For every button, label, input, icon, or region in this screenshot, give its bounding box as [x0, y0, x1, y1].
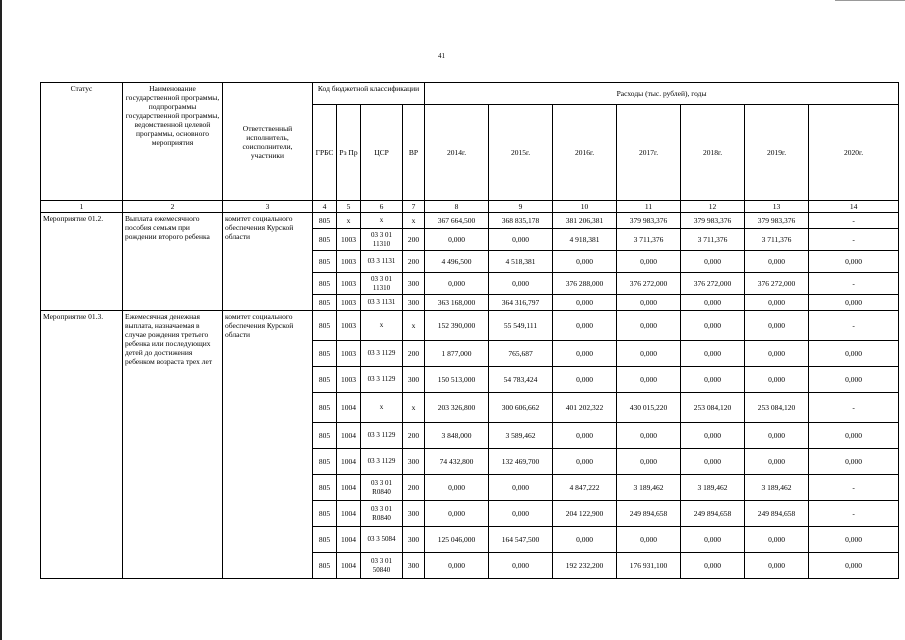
header-responsible: Ответственный исполнитель, соисполнители, участники: [223, 83, 313, 201]
csr-cell: x: [361, 213, 403, 229]
expense-cell: 0,000: [553, 341, 617, 367]
grbs-cell: 805: [313, 273, 337, 295]
rzpr-cell: 1003: [337, 367, 361, 393]
rzpr-cell: 1004: [337, 423, 361, 449]
grbs-cell: 805: [313, 367, 337, 393]
expense-cell: 74 432,800: [425, 449, 489, 475]
column-number: 14: [809, 201, 899, 213]
expense-cell: 54 783,424: [489, 367, 553, 393]
grbs-cell: 805: [313, 475, 337, 501]
expense-cell: 192 232,200: [553, 553, 617, 579]
expense-cell: -: [809, 229, 899, 251]
column-number: 2: [123, 201, 223, 213]
grbs-cell: 805: [313, 341, 337, 367]
expense-cell: -: [809, 501, 899, 527]
expense-cell: 0,000: [745, 251, 809, 273]
expense-cell: 253 084,120: [745, 393, 809, 423]
expense-cell: 0,000: [617, 341, 681, 367]
expense-cell: 0,000: [425, 475, 489, 501]
header-year: 2020г.: [809, 105, 899, 201]
vr-cell: 200: [403, 251, 425, 273]
expense-cell: 0,000: [681, 367, 745, 393]
expense-cell: 0,000: [553, 295, 617, 311]
expense-cell: 4 847,222: [553, 475, 617, 501]
expense-cell: 3 848,000: [425, 423, 489, 449]
expense-cell: 0,000: [681, 341, 745, 367]
expense-cell: 0,000: [553, 367, 617, 393]
expense-cell: 0,000: [681, 295, 745, 311]
header-year: 2016г.: [553, 105, 617, 201]
vr-cell: x: [403, 311, 425, 341]
rzpr-cell: 1004: [337, 449, 361, 475]
expense-cell: -: [809, 311, 899, 341]
grbs-cell: 805: [313, 251, 337, 273]
csr-cell: 03 3 1129: [361, 341, 403, 367]
csr-cell: 03 3 01 R0840: [361, 475, 403, 501]
header-csr: ЦСР: [361, 105, 403, 201]
grbs-cell: 805: [313, 229, 337, 251]
expense-cell: 0,000: [745, 367, 809, 393]
expense-cell: 0,000: [809, 423, 899, 449]
expense-cell: 0,000: [553, 251, 617, 273]
csr-cell: 03 3 01 R0840: [361, 501, 403, 527]
expense-cell: 0,000: [489, 501, 553, 527]
expense-cell: 0,000: [809, 251, 899, 273]
grbs-cell: 805: [313, 449, 337, 475]
vr-cell: 300: [403, 501, 425, 527]
expense-cell: -: [809, 273, 899, 295]
table-row: [41, 311, 899, 341]
header-status: Статус: [41, 83, 123, 201]
expense-cell: 363 168,000: [425, 295, 489, 311]
expense-cell: 0,000: [681, 553, 745, 579]
page-left-edge: [0, 0, 2, 640]
vr-cell: 300: [403, 367, 425, 393]
grbs-cell: 805: [313, 501, 337, 527]
vr-cell: 200: [403, 229, 425, 251]
expense-cell: 125 046,000: [425, 527, 489, 553]
vr-cell: 200: [403, 341, 425, 367]
expense-cell: 368 835,178: [489, 213, 553, 229]
expense-cell: 0,000: [809, 553, 899, 579]
vr-cell: x: [403, 393, 425, 423]
expense-cell: 0,000: [681, 251, 745, 273]
rzpr-cell: 1003: [337, 341, 361, 367]
expense-cell: 0,000: [681, 311, 745, 341]
header-year: 2018г.: [681, 105, 745, 201]
expense-cell: 249 894,658: [745, 501, 809, 527]
expense-cell: 300 606,662: [489, 393, 553, 423]
expense-cell: 0,000: [745, 527, 809, 553]
csr-cell: 03 3 01 11310: [361, 229, 403, 251]
expense-cell: 0,000: [425, 229, 489, 251]
csr-cell: x: [361, 393, 403, 423]
expense-cell: 364 316,797: [489, 295, 553, 311]
expense-cell: 376 272,000: [617, 273, 681, 295]
expense-cell: 0,000: [617, 423, 681, 449]
csr-cell: x: [361, 311, 403, 341]
grbs-cell: 805: [313, 423, 337, 449]
header-year: 2019г.: [745, 105, 809, 201]
column-number: 5: [337, 201, 361, 213]
vr-cell: 300: [403, 273, 425, 295]
expense-cell: 4 918,381: [553, 229, 617, 251]
expense-cell: 381 206,381: [553, 213, 617, 229]
expense-cell: 3 189,462: [745, 475, 809, 501]
grbs-cell: 805: [313, 213, 337, 229]
header-year: 2014г.: [425, 105, 489, 201]
vr-cell: 300: [403, 295, 425, 311]
responsible-cell: комитет социального обеспечения Курской области: [223, 213, 313, 311]
expense-cell: 0,000: [553, 311, 617, 341]
rzpr-cell: x: [337, 213, 361, 229]
header-vr: ВР: [403, 105, 425, 201]
expense-cell: 204 122,900: [553, 501, 617, 527]
column-number: 9: [489, 201, 553, 213]
expense-cell: 401 202,322: [553, 393, 617, 423]
expense-cell: 379 983,376: [617, 213, 681, 229]
expense-cell: 0,000: [489, 273, 553, 295]
expense-cell: 376 288,000: [553, 273, 617, 295]
expense-cell: 253 084,120: [681, 393, 745, 423]
expense-cell: 55 549,111: [489, 311, 553, 341]
expense-cell: 0,000: [681, 423, 745, 449]
expense-cell: 0,000: [617, 527, 681, 553]
column-number: 7: [403, 201, 425, 213]
vr-cell: x: [403, 213, 425, 229]
header-year: 2015г.: [489, 105, 553, 201]
column-number: 8: [425, 201, 489, 213]
expense-cell: 0,000: [553, 527, 617, 553]
status-cell: Мероприятие 01.3.: [41, 311, 123, 579]
program-name-cell: Выплата ежемесячного пособия семьям при рождении второго ребенка: [123, 213, 223, 311]
column-number: 10: [553, 201, 617, 213]
expense-cell: 3 711,376: [681, 229, 745, 251]
expense-cell: 176 931,100: [617, 553, 681, 579]
expense-cell: 430 015,220: [617, 393, 681, 423]
expense-cell: 4 496,500: [425, 251, 489, 273]
expense-cell: 3 589,462: [489, 423, 553, 449]
rzpr-cell: 1003: [337, 251, 361, 273]
expense-cell: 379 983,376: [745, 213, 809, 229]
table-body: [41, 83, 899, 579]
vr-cell: 300: [403, 449, 425, 475]
expense-cell: -: [809, 213, 899, 229]
expense-cell: 249 894,658: [681, 501, 745, 527]
grbs-cell: 805: [313, 311, 337, 341]
grbs-cell: 805: [313, 527, 337, 553]
header-row-1: [41, 83, 899, 105]
expense-cell: 0,000: [745, 449, 809, 475]
header-grbs: ГРБС: [313, 105, 337, 201]
expense-cell: 3 711,376: [617, 229, 681, 251]
page-top-edge: [835, 0, 905, 1]
expense-cell: 0,000: [809, 449, 899, 475]
expense-cell: 0,000: [617, 295, 681, 311]
vr-cell: 300: [403, 527, 425, 553]
expense-cell: 0,000: [809, 295, 899, 311]
responsible-cell: комитет социального обеспечения Курской области: [223, 311, 313, 579]
budget-table: [40, 82, 899, 579]
expense-cell: 150 513,000: [425, 367, 489, 393]
expense-cell: 203 326,800: [425, 393, 489, 423]
header-expenses: Расходы (тыс. рублей), годы: [425, 83, 899, 105]
column-number-row: [41, 201, 899, 213]
column-number: 6: [361, 201, 403, 213]
rzpr-cell: 1003: [337, 273, 361, 295]
csr-cell: 03 3 1129: [361, 367, 403, 393]
expense-cell: 1 877,000: [425, 341, 489, 367]
expense-cell: 0,000: [745, 553, 809, 579]
column-number: 13: [745, 201, 809, 213]
expense-cell: 3 711,376: [745, 229, 809, 251]
expense-cell: 152 390,000: [425, 311, 489, 341]
expense-cell: -: [809, 475, 899, 501]
rzpr-cell: 1003: [337, 311, 361, 341]
expense-cell: 3 189,462: [617, 475, 681, 501]
column-number: 12: [681, 201, 745, 213]
csr-cell: 03 3 1131: [361, 251, 403, 273]
csr-cell: 03 3 01 50840: [361, 553, 403, 579]
rzpr-cell: 1004: [337, 527, 361, 553]
rzpr-cell: 1004: [337, 553, 361, 579]
expense-cell: 0,000: [745, 311, 809, 341]
program-name-cell: Ежемесячная денежная выплата, назначаемая в случае рождения третьего ребенка или последующих детей до достижения ребенком возраста трех лет: [123, 311, 223, 579]
rzpr-cell: 1003: [337, 295, 361, 311]
header-budget-code: Код бюджетной классификации: [313, 83, 425, 105]
expense-cell: 367 664,500: [425, 213, 489, 229]
expense-cell: 0,000: [489, 475, 553, 501]
grbs-cell: 805: [313, 295, 337, 311]
expense-cell: 765,687: [489, 341, 553, 367]
csr-cell: 03 3 1129: [361, 423, 403, 449]
column-number: 11: [617, 201, 681, 213]
rzpr-cell: 1004: [337, 393, 361, 423]
expense-cell: 0,000: [489, 229, 553, 251]
header-rzpr: Рз Пр: [337, 105, 361, 201]
status-cell: Мероприятие 01.2.: [41, 213, 123, 311]
expense-cell: 0,000: [425, 501, 489, 527]
rzpr-cell: 1003: [337, 229, 361, 251]
expense-cell: 0,000: [745, 423, 809, 449]
csr-cell: 03 3 1129: [361, 449, 403, 475]
header-program-name: Наименование государственной программы, подпрограммы государственной программы, ведомственной целевой программы, основного мероприятия: [123, 83, 223, 201]
csr-cell: 03 3 01 11310: [361, 273, 403, 295]
expense-cell: 164 547,500: [489, 527, 553, 553]
expense-cell: 0,000: [681, 527, 745, 553]
expense-cell: 376 272,000: [681, 273, 745, 295]
column-number: 3: [223, 201, 313, 213]
expense-cell: 0,000: [489, 553, 553, 579]
expense-cell: 0,000: [425, 273, 489, 295]
expense-cell: 0,000: [809, 527, 899, 553]
vr-cell: 200: [403, 475, 425, 501]
grbs-cell: 805: [313, 553, 337, 579]
expense-cell: 0,000: [617, 251, 681, 273]
expense-cell: 249 894,658: [617, 501, 681, 527]
csr-cell: 03 3 5084: [361, 527, 403, 553]
expense-cell: 0,000: [745, 341, 809, 367]
expense-cell: 3 189,462: [681, 475, 745, 501]
page-number: 41: [438, 52, 445, 60]
expense-cell: 0,000: [809, 341, 899, 367]
column-number: 4: [313, 201, 337, 213]
expense-cell: 132 469,700: [489, 449, 553, 475]
table-row: [41, 213, 899, 229]
expense-cell: 0,000: [681, 449, 745, 475]
expense-cell: 0,000: [553, 449, 617, 475]
expense-cell: -: [809, 393, 899, 423]
expense-cell: 379 983,376: [681, 213, 745, 229]
expense-cell: 376 272,000: [745, 273, 809, 295]
expense-cell: 0,000: [425, 553, 489, 579]
expense-cell: 0,000: [617, 449, 681, 475]
expense-cell: 0,000: [745, 295, 809, 311]
expense-cell: 0,000: [617, 311, 681, 341]
expense-cell: 0,000: [617, 367, 681, 393]
expense-cell: 0,000: [553, 423, 617, 449]
csr-cell: 03 3 1131: [361, 295, 403, 311]
vr-cell: 300: [403, 553, 425, 579]
grbs-cell: 805: [313, 393, 337, 423]
rzpr-cell: 1004: [337, 475, 361, 501]
rzpr-cell: 1004: [337, 501, 361, 527]
header-year: 2017г.: [617, 105, 681, 201]
column-number: 1: [41, 201, 123, 213]
vr-cell: 200: [403, 423, 425, 449]
expense-cell: 4 518,381: [489, 251, 553, 273]
expense-cell: 0,000: [809, 367, 899, 393]
